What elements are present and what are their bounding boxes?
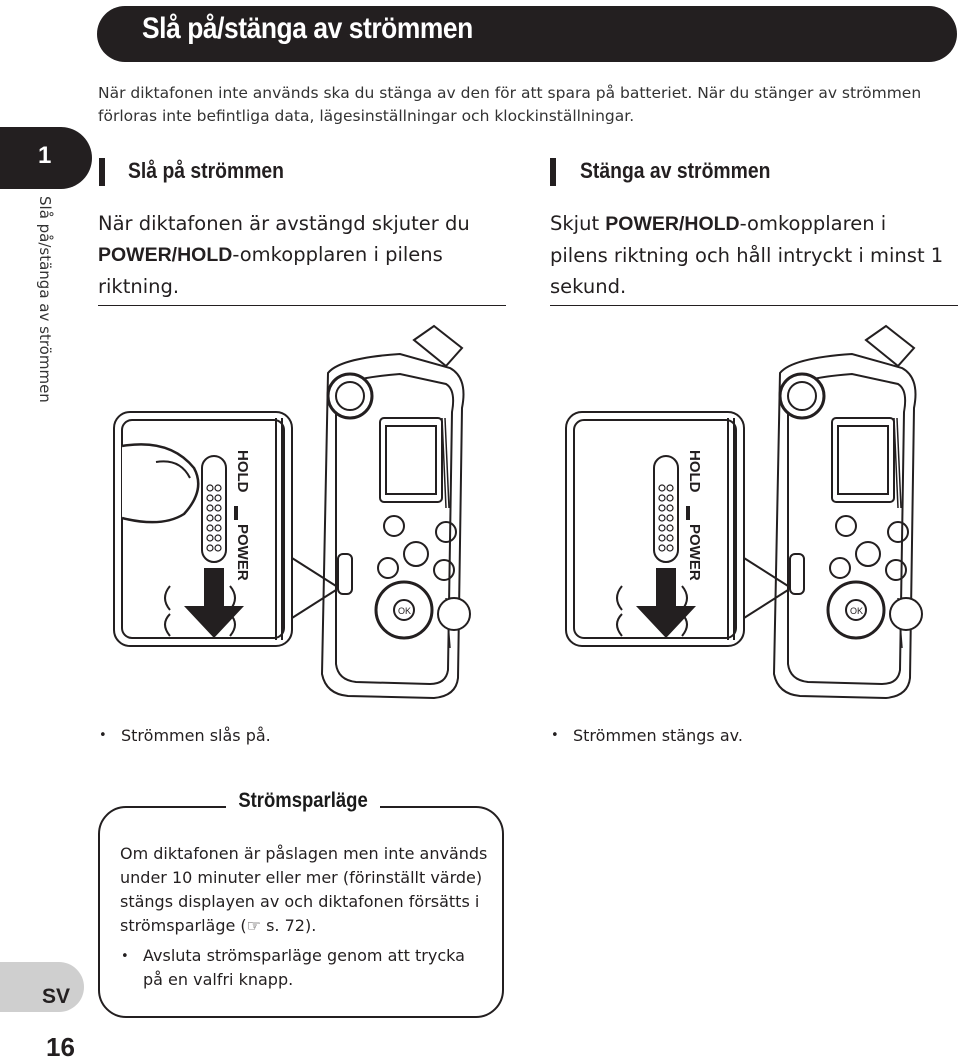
left-hold-label: HOLD [234, 450, 251, 493]
right-power-label: POWER [686, 524, 703, 581]
page-number: 16 [46, 1032, 75, 1062]
left-section-heading: Slå på strömmen [128, 158, 285, 183]
right-section-heading: Stänga av strömmen [580, 158, 771, 183]
right-power-tick [686, 506, 690, 520]
side-chapter-title: Slå på/stänga av strömmen [36, 196, 54, 403]
language-label: SV [42, 985, 71, 1008]
right-ok-label: OK [850, 606, 864, 616]
left-recorder-illustration [100, 318, 480, 710]
left-ok-label: OK [398, 606, 412, 616]
left-result-bullet: • Strömmen slås på. [121, 726, 271, 745]
right-section-rule [550, 305, 958, 306]
right-section-text: Skjut POWER/HOLD-omkopplaren i pilens riktning och håll intryckt i minst 1 sekund. [550, 212, 944, 298]
left-power-label: POWER [234, 524, 251, 581]
left-section-text: När diktafonen är avstängd skjuter du POWER/HOLD-omkopplaren i pilens riktning. [98, 212, 470, 298]
note-bullet: • Avsluta strömsparläge genom att trycka på en valfri knapp. [143, 944, 483, 992]
right-recorder-illustration [552, 318, 932, 710]
left-section-rule [98, 305, 506, 306]
intro-text: När diktafonen inte används ska du stänga av den för att spara på batteriet. När du stänger av strömmen förloras inte befintliga data, lägesinställningar och klockinställningar. [98, 84, 922, 125]
right-hold-label: HOLD [686, 450, 703, 493]
left-heading-marker [99, 158, 105, 186]
note-title: Strömsparläge [226, 789, 380, 813]
note-text: Om diktafonen är påslagen men inte används under 10 minuter eller mer (förinställt värde) stängs displayen av och diktafonen försätts i strömsparläge (☞ s. 72). [120, 844, 488, 935]
right-result-bullet: • Strömmen stängs av. [573, 726, 743, 745]
left-power-tick [234, 506, 238, 520]
chapter-number: 1 [38, 142, 52, 169]
page-title: Slå på/stänga av strömmen [142, 12, 473, 45]
right-heading-marker [550, 158, 556, 186]
